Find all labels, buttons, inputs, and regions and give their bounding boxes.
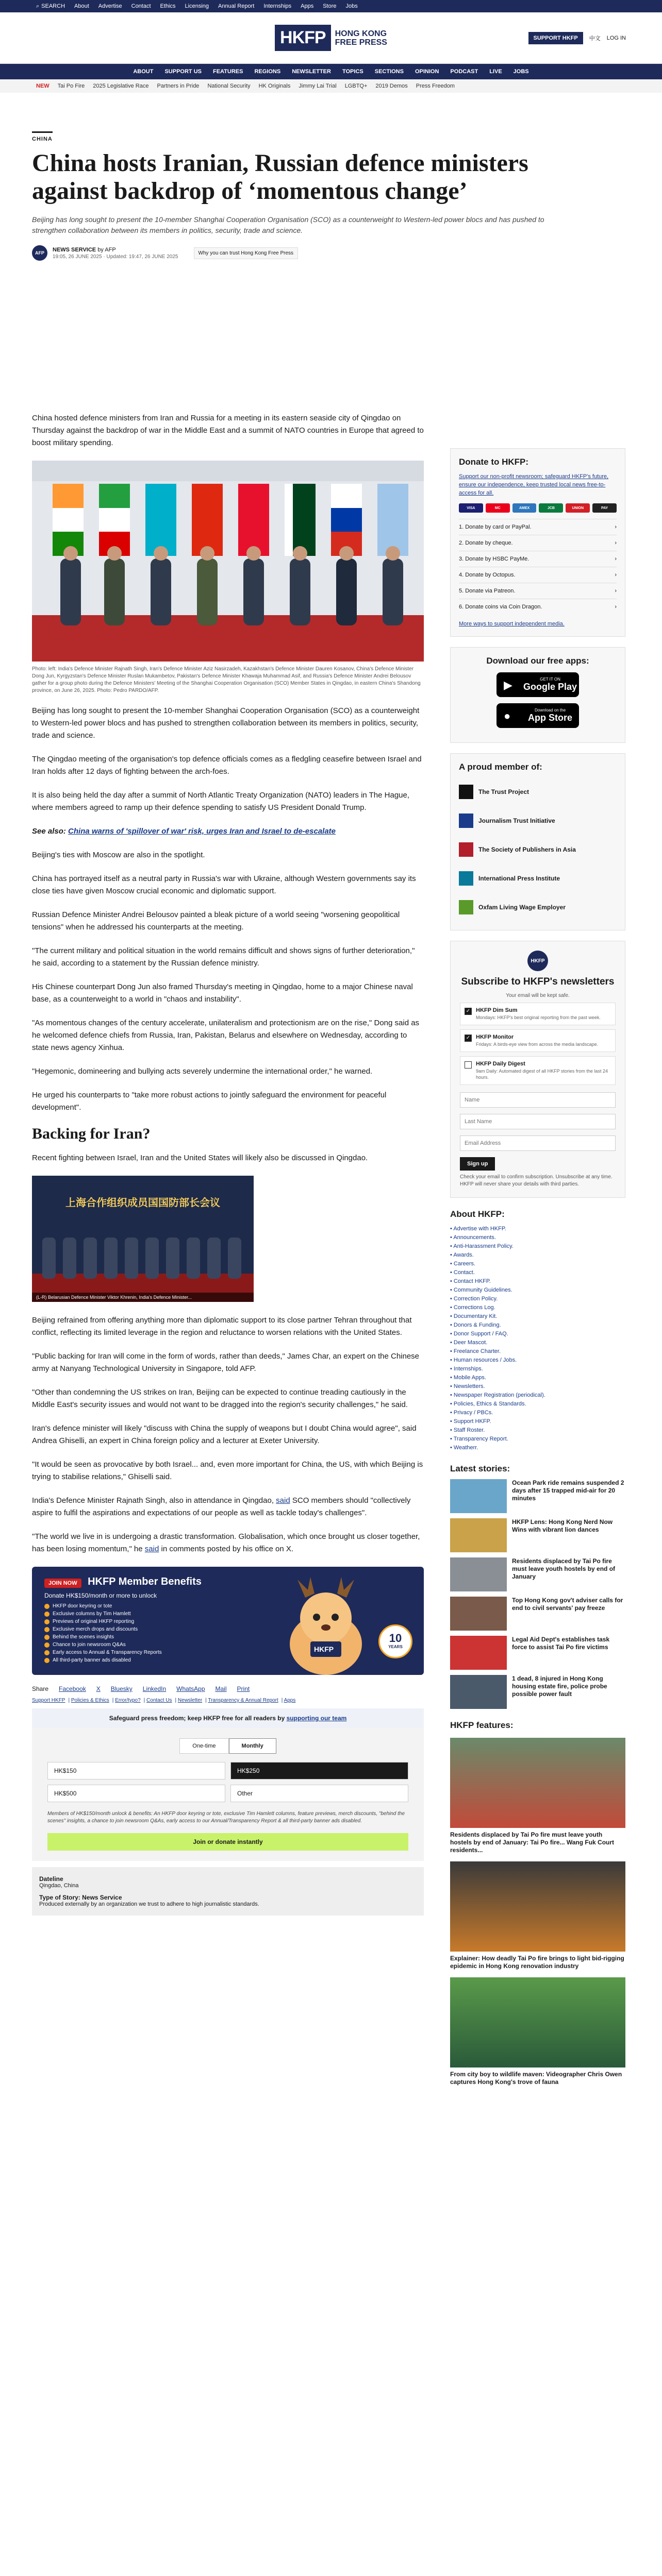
donate-option[interactable]: 4. Donate by Octopus. ›: [459, 567, 617, 583]
about-link[interactable]: • Newspaper Registration (periodical).: [450, 1391, 625, 1400]
story-thumbnail: [450, 1518, 507, 1552]
hkfp-badge-icon: HKFP: [527, 951, 548, 971]
amex-icon: AMEX: [512, 503, 537, 513]
photo-caption: Photo: left: India's Defence Minister Rajnath Singh, Iran's Defence Minister Aziz Nasirzadeh, Kazakhstan's Defence Minister Dauren Kosanov, China's Defence Minister Dong Jun, Kyrgyzstan's Defence Minister Ruslan Mukambetov, Pakistan's Defence Minister Khawaja Muhammad Asif, and Russia's Defence Minister Andrei Belousov gather for a group photo during the Defence Ministers' Meeting of the Shanghai Cooperation Organisation (SCO) Member States in Qingdao, in eastern China's Shandong province, on June 26, 2025. Photo: Pedro PARDO/AFP.: [32, 666, 421, 693]
amount-option[interactable]: HK$150: [47, 1762, 225, 1780]
paragraph: Recent fighting between Israel, Iran and the United States will likely also be discussed in Qingdao.: [32, 1154, 368, 1162]
check-icon: [44, 1650, 49, 1655]
freq-monthly[interactable]: Monthly: [229, 1738, 276, 1754]
last-name-field[interactable]: [460, 1114, 616, 1129]
paragraph: "Public backing for Iran will come in the form of words, rather than deeds," James Char, an expert on the Chinese army at Nanyang Technological University in Singapore, told AFP.: [32, 1352, 420, 1373]
about-link[interactable]: • Documentary Kit.: [450, 1312, 625, 1321]
about-list: [450, 1225, 625, 1452]
util-internships[interactable]: Internships: [263, 3, 292, 9]
share-facebook[interactable]: Facebook: [59, 1685, 86, 1692]
nav-sections[interactable]: SECTIONS: [374, 69, 404, 75]
donate-text[interactable]: Support our non-profit newsroom; safeguard HKFP's future, ensure our independence, keep trusted local news free-to-access for all.: [459, 473, 609, 496]
amount-option[interactable]: HK$250: [230, 1762, 408, 1780]
story-thumbnail: [450, 1675, 507, 1709]
jti-icon: [459, 814, 473, 828]
deer-mascot-icon: [274, 1577, 377, 1675]
paragraph: China hosted defence ministers from Iran and Russia for a meeting in its eastern seaside city of Qingdao on Thursday against the backdrop of war in the Middle East and a summit of NATO countries in Europe that agreed to boost military spending.: [32, 414, 424, 447]
publish-dates: 19:05, 26 JUNE 2025 · Updated: 19:47, 26 JUNE 2025: [53, 253, 178, 260]
paragraph: The Qingdao meeting of the organisation's top defence officials comes as a fledgling ceasefire between Israel and Iran holds after 12 days of fighting between the arch-foes.: [32, 755, 422, 776]
util-advertise[interactable]: Advertise: [98, 3, 122, 9]
logo-line2: FREE PRESS: [335, 38, 387, 47]
nav-jobs[interactable]: JOBS: [513, 69, 529, 75]
sign-up-button[interactable]: Sign up: [460, 1157, 495, 1171]
about-link[interactable]: • Deer Mascot.: [450, 1338, 625, 1347]
trending-item[interactable]: LGBTQ+: [344, 83, 368, 89]
about-link[interactable]: • Contact.: [450, 1268, 625, 1277]
newsletter-option[interactable]: HKFP Daily Digest 9am Daily: Automated digest of all HKFP stories from the last 24 hours.: [460, 1056, 616, 1085]
about-link[interactable]: • Careers.: [450, 1260, 625, 1268]
proud-title: A proud member of:: [459, 762, 542, 772]
check-icon: [44, 1604, 49, 1609]
paragraph: His Chinese counterpart Dong Jun also framed Thursday's meeting in Qingdao, home to a major Chinese naval base, as a counterweight to a world in "chaos and instability".: [32, 982, 413, 1004]
dateline-box: [32, 1867, 424, 1916]
list-item: HKFP door keyring or tote: [44, 1603, 251, 1609]
see-also-link[interactable]: China warns of 'spillover of war' risk, urges Iran and Israel to de-escalate: [68, 827, 336, 836]
util-store[interactable]: Store: [323, 3, 337, 9]
visa-icon: VISA: [459, 503, 483, 513]
article-footer-links: Support HKFP | Policies & Ethics | Error/typo? | Contact Us | Newsletter | Transparency & Annual Report | Apps: [32, 1698, 296, 1703]
trending-item[interactable]: Jimmy Lai Trial: [299, 83, 337, 89]
article-header: [32, 131, 630, 261]
feature-image: [450, 1738, 625, 1828]
amount-option[interactable]: Other: [230, 1785, 408, 1802]
inline-photo: [32, 1176, 254, 1302]
about-link[interactable]: • Corrections Log.: [450, 1303, 625, 1312]
footer-link[interactable]: Transparency & Annual Report: [208, 1698, 278, 1703]
member-org[interactable]: Oxfam Living Wage Employer: [459, 893, 617, 922]
about-section: [450, 1209, 625, 1452]
site-logo[interactable]: HKFP HONG KONG FREE PRESS: [275, 25, 387, 51]
checkbox-checked[interactable]: ✓: [465, 1035, 472, 1042]
feature-image: [450, 1977, 625, 2067]
check-icon: [44, 1612, 49, 1617]
photo-banner-text: 上海合作组织成员国国防部长会议: [65, 1196, 220, 1209]
paragraph: China has portrayed itself as a neutral party in Russia's war with Ukraine, although Western governments say its close ties have given Moscow crucial economic and diplomatic support.: [32, 874, 416, 895]
dateline-label: Dateline: [39, 1875, 63, 1883]
payment-icons: [459, 503, 617, 513]
share-linkedin[interactable]: LinkedIn: [142, 1685, 167, 1692]
list-item: Behind the scenes insights: [44, 1634, 251, 1640]
language-link[interactable]: 中文: [589, 36, 601, 42]
footer-link[interactable]: Support HKFP: [32, 1698, 65, 1703]
about-link[interactable]: • Donor Support / FAQ.: [450, 1330, 625, 1338]
first-name-field[interactable]: [460, 1092, 616, 1108]
logo-line1: HONG KONG: [335, 29, 387, 38]
subscribe-note: Check your email to confirm subscription. Unsubscribe at any time. HKFP will never share your details with third parties.: [460, 1174, 613, 1187]
nav-live[interactable]: LIVE: [489, 69, 502, 75]
story-type-value: Produced externally by an organization we trust to adhere to high journalistic standards.: [39, 1901, 259, 1907]
trending-item[interactable]: HK Originals: [258, 83, 291, 89]
amount-option[interactable]: HK$500: [47, 1785, 225, 1802]
join-now-badge[interactable]: JOIN NOW: [44, 1579, 81, 1588]
lead-photo-illustration: [32, 461, 424, 662]
newsletter-option[interactable]: ✓ HKFP Monitor Fridays: A birds-eye view from across the media landscape.: [460, 1029, 616, 1052]
masthead-actions: [528, 32, 626, 44]
story-thumbnail: [450, 1597, 507, 1631]
checkbox-checked[interactable]: ✓: [465, 1008, 472, 1015]
share-bar: [32, 1685, 424, 1692]
email-field[interactable]: [460, 1136, 616, 1151]
chevron-right-icon: ›: [615, 524, 617, 530]
about-link[interactable]: • Contact HKFP.: [450, 1277, 625, 1286]
support-hkfp-button[interactable]: SUPPORT HKFP: [528, 32, 583, 44]
lead-photo: [32, 461, 424, 662]
list-item[interactable]: Legal Aid Dept's establishes task force to assist Tai Po fire victims: [450, 1636, 625, 1670]
freq-one-time[interactable]: One-time: [179, 1738, 228, 1754]
newsletter-option[interactable]: ✓ HKFP Dim Sum Mondays: HKFP's best original reporting from the past week.: [460, 1003, 616, 1025]
list-item: All third-party banner ads disabled: [44, 1657, 251, 1663]
share-x[interactable]: X: [96, 1685, 101, 1692]
list-item[interactable]: Top Hong Kong gov't adviser calls for end to civil servants' pay freeze: [450, 1597, 625, 1631]
util-apps[interactable]: Apps: [301, 3, 314, 9]
nav-opinion[interactable]: OPINION: [415, 69, 439, 75]
list-item: Early access to Annual & Transparency Reports: [44, 1650, 251, 1655]
util-about[interactable]: About: [74, 3, 89, 9]
search-button[interactable]: ⌕ SEARCH: [36, 3, 65, 9]
about-link[interactable]: • Policies, Ethics & Standards.: [450, 1400, 625, 1409]
member-org[interactable]: International Press Institute: [459, 864, 617, 893]
newsletter-signup: [450, 941, 625, 1198]
donate-option[interactable]: 6. Donate coins via Coin Dragon. ›: [459, 599, 617, 615]
article-body: [32, 412, 424, 1916]
sidebar: [450, 448, 625, 2093]
about-link[interactable]: • Community Guidelines.: [450, 1286, 625, 1295]
nav-regions[interactable]: REGIONS: [254, 69, 281, 75]
member-org[interactable]: The Trust Project: [459, 777, 617, 806]
chevron-right-icon: ›: [615, 604, 617, 610]
paragraph: India's Defence Minister Rajnath Singh, also in attendance in Qingdao, said SCO members should "collectively aspire to fulfil the aspirations and expectations of our people as well as tackle today's challenges".: [32, 1496, 411, 1517]
paragraph: Beijing's ties with Moscow are also in the spotlight.: [32, 851, 205, 859]
masthead: [0, 12, 662, 64]
join-donate-button[interactable]: Join or donate instantly: [47, 1833, 408, 1851]
about-link[interactable]: • Support HKFP.: [450, 1417, 625, 1426]
trending-item[interactable]: Partners in Pride: [157, 83, 200, 89]
footer-link[interactable]: Policies & Ethics: [71, 1698, 109, 1703]
check-icon: [44, 1658, 49, 1663]
list-item: Exclusive merch drops and discounts: [44, 1626, 251, 1632]
footer-link[interactable]: Error/typo?: [115, 1698, 141, 1703]
member-org[interactable]: Journalism Trust Initiative: [459, 806, 617, 835]
member-benefits-banner[interactable]: [32, 1567, 424, 1675]
check-icon: [44, 1619, 49, 1624]
article-category[interactable]: CHINA: [32, 131, 53, 142]
list-item: Previews of original HKFP reporting: [44, 1619, 251, 1624]
story-thumbnail: [450, 1636, 507, 1670]
list-item: Exclusive columns by Tim Hamlett: [44, 1611, 251, 1617]
donate-card: [450, 448, 625, 637]
about-link[interactable]: • Weatherr.: [450, 1444, 625, 1452]
check-icon: [44, 1642, 49, 1648]
trust-project-icon: [459, 785, 473, 799]
trending-item[interactable]: Press Freedom: [416, 83, 455, 89]
new-label: NEW: [36, 83, 49, 89]
about-link[interactable]: • Transparency Report.: [450, 1435, 625, 1444]
standfirst: Beijing has long sought to present the 10-member Shanghai Cooperation Organisation (SCO) as a counterweight to Western-led power blocs and has pushed to strengthen collaboration between its members in politics, security, trade and science.: [32, 215, 544, 234]
member-price: Donate HK$150/month or more to unlock: [44, 1592, 157, 1599]
util-jobs[interactable]: Jobs: [345, 3, 358, 9]
jcb-icon: JCB: [539, 503, 563, 513]
paragraph: "The current military and political situation in the world remains difficult and shows signs of further deterioration," he said, according to a statement by the Russian defence ministry.: [32, 946, 415, 968]
support-team-link[interactable]: supporting our team: [286, 1715, 347, 1722]
chevron-right-icon: ›: [615, 556, 617, 562]
share-mail[interactable]: Mail: [215, 1685, 227, 1692]
donate-option[interactable]: 5. Donate via Patreon. ›: [459, 583, 617, 599]
util-annual-report[interactable]: Annual Report: [218, 3, 255, 9]
author-avatar: AFP: [32, 245, 47, 261]
feature-item[interactable]: From city boy to wildlife maven: Videographer Chris Owen captures Hong Kong's trove of fauna: [450, 1977, 625, 2086]
donate-widget: [32, 1728, 424, 1861]
subscribe-title: Subscribe to HKFP's newsletters: [461, 976, 615, 987]
applepay-icon: PAY: [592, 503, 617, 513]
subscribe-text: Your email will be kept safe.: [506, 993, 570, 998]
donate-title: Donate to HKFP:: [459, 457, 529, 467]
feature-item[interactable]: Residents displaced by Tai Po fire must leave youth hostels by end of January: Tai Po fire... Wang Fuk Court residents...: [450, 1738, 625, 1854]
see-also: See also: China warns of 'spillover of war' risk, urges Iran and Israel to de-escalate: [32, 827, 336, 836]
member-benefits-title: HKFP Member Benefits: [88, 1576, 202, 1587]
features-section: [450, 1720, 625, 2086]
about-link[interactable]: • Privacy / PBCs.: [450, 1409, 625, 1417]
paragraph: "As momentous changes of the century accelerate, unilateralism and protectionism are on the rise," Dong said as he welcomed defence chiefs from Russia, Iran, Pakistan, Belarus and elsewhere on Wednesday, according to state news agency Xinhua.: [32, 1019, 420, 1052]
login-link[interactable]: LOG IN: [606, 35, 626, 41]
feature-item[interactable]: Explainer: How deadly Tai Po fire brings to light bid-rigging epidemic in Hong Kong renovation industry: [450, 1861, 625, 1970]
search-icon: ⌕: [36, 3, 40, 9]
list-item[interactable]: HKFP Lens: Hong Kong Nerd Now Wins with vibrant lion dances: [450, 1518, 625, 1552]
nav-podcast[interactable]: PODCAST: [450, 69, 478, 75]
donate-option[interactable]: 3. Donate by HSBC PayMe. ›: [459, 551, 617, 567]
footer-link[interactable]: Apps: [284, 1698, 296, 1703]
trending-item[interactable]: Tai Po Fire: [57, 83, 85, 89]
paragraph: "Hegemonic, domineering and bullying acts severely undermine the international order," he warned.: [32, 1067, 373, 1076]
apple-icon: ●: [504, 709, 511, 722]
dateline-value: Qingdao, China: [39, 1883, 79, 1889]
apps-title: Download our free apps:: [486, 656, 589, 666]
nav-features[interactable]: FEATURES: [212, 69, 243, 75]
check-icon: [44, 1635, 49, 1640]
share-whatsapp[interactable]: WhatsApp: [176, 1685, 205, 1692]
member-org[interactable]: The Society of Publishers in Asia: [459, 835, 617, 864]
latest-stories: [450, 1464, 625, 1709]
util-licensing[interactable]: Licensing: [185, 3, 209, 9]
share-label: Share: [32, 1685, 49, 1692]
util-contact[interactable]: Contact: [131, 3, 151, 9]
main-nav: [0, 64, 662, 79]
chevron-right-icon: ›: [615, 588, 617, 594]
said-link[interactable]: said: [276, 1496, 290, 1505]
story-type-label: Type of Story: News Service: [39, 1894, 122, 1901]
chevron-right-icon: ›: [615, 572, 617, 578]
util-ethics[interactable]: Ethics: [160, 3, 176, 9]
paragraph: "Other than condemning the US strikes on Iran, Beijing can be expected to continue treading cautiously in the Middle East's security issues and would not want to be dragged into the region's security challenges," he said.: [32, 1388, 408, 1409]
chevron-right-icon: ›: [615, 540, 617, 546]
about-link[interactable]: • Freelance Charter.: [450, 1347, 625, 1356]
donate-option[interactable]: 2. Donate by cheque. ›: [459, 535, 617, 551]
paragraph: "It would be seen as provocative by both Israel... and, even more important for China, the US, with which Beijing is trying to stabilise relations," Ghiselli said.: [32, 1460, 423, 1481]
about-title: About HKFP:: [450, 1209, 505, 1219]
about-link[interactable]: • Mobile Apps.: [450, 1374, 625, 1382]
inline-photo-caption: (L-R) Belarusian Defence Minister Viktor Khrenin, India's Defence Minister...: [32, 1293, 254, 1302]
paragraph: Iran's defence minister will likely "discuss with China the supply of weapons but I doubt China would agree", said Andrea Ghiselli, an expert in China foreign policy and a lecturer at Exeter University.: [32, 1424, 417, 1445]
share-bluesky[interactable]: Bluesky: [110, 1685, 133, 1692]
paragraph: "The world we live in is undergoing a drastic transformation. Globalisation, which once brought us closer together, has been losing momentum," he said in comments posted by his office on X.: [32, 1532, 420, 1553]
nav-topics[interactable]: TOPICS: [342, 69, 363, 75]
about-link[interactable]: • Announcements.: [450, 1233, 625, 1242]
said-link[interactable]: said: [144, 1545, 159, 1553]
paragraph: Beijing has long sought to present the 10-member Shanghai Cooperation Organisation (SCO) as a counterweight to Western-led power blocs and has pushed to strengthen collaboration between its members in politics, security, trade and science.: [32, 706, 420, 740]
nav-about[interactable]: ABOUT: [133, 69, 154, 75]
byline: [32, 245, 630, 261]
about-link[interactable]: • Awards.: [450, 1251, 625, 1260]
list-item[interactable]: Residents displaced by Tai Po fire must leave youth hostels by end of January: [450, 1557, 625, 1591]
about-link[interactable]: • Anti-Harassment Policy.: [450, 1242, 625, 1251]
story-thumbnail: [450, 1479, 507, 1513]
app-store-badge[interactable]: ● Download on the App Store: [496, 703, 579, 728]
list-item[interactable]: Ocean Park ride remains suspended 2 days after 15 trapped mid-air for 20 minutes: [450, 1479, 625, 1513]
trust-link[interactable]: Why you can trust Hong Kong Free Press: [194, 247, 299, 259]
frequency-toggle: [47, 1738, 408, 1754]
mastercard-icon: MC: [486, 503, 510, 513]
about-link[interactable]: • Staff Roster.: [450, 1426, 625, 1435]
list-item: Chance to join newsroom Q&As: [44, 1642, 251, 1648]
check-icon: [44, 1627, 49, 1632]
section-heading: Backing for Iran?: [32, 1125, 151, 1142]
sopa-icon: [459, 842, 473, 857]
google-play-badge[interactable]: ▶ GET IT ON Google Play: [496, 672, 579, 697]
latest-title: Latest stories:: [450, 1464, 510, 1473]
nav-newsletter[interactable]: NEWSLETTER: [292, 69, 331, 75]
about-link[interactable]: • Newsletters.: [450, 1382, 625, 1391]
checkbox-unchecked[interactable]: [465, 1061, 472, 1069]
amount-options: [47, 1762, 408, 1802]
play-icon: ▶: [504, 679, 512, 691]
proud-member-card: [450, 753, 625, 930]
author-sub: by AFP: [97, 246, 116, 253]
list-item[interactable]: 1 dead, 8 injured in Hong Kong housing estate fire, police probe possible power fault: [450, 1675, 625, 1709]
about-link[interactable]: • Donors & Funding.: [450, 1321, 625, 1330]
trending-item[interactable]: 2019 Demos: [375, 83, 408, 89]
headline: China hosts Iranian, Russian defence ministers against backdrop of ‘momentous change’: [32, 149, 528, 205]
trending-item[interactable]: 2025 Legislative Race: [93, 83, 149, 89]
paragraph: It is also being held the day after a summit of North Atlantic Treaty Organization (NATO) leaders in The Hague, where members agreed to ramp up their defence spending to satisfy US President Donald Trump.: [32, 791, 410, 812]
ipi-icon: [459, 871, 473, 886]
features-title: HKFP features:: [450, 1720, 514, 1730]
safeguard-banner: Safeguard press freedom; keep HKFP free for all readers by supporting our team: [32, 1708, 424, 1728]
share-print[interactable]: Print: [237, 1685, 250, 1692]
anniversary-badge: 10 YEARS: [378, 1624, 412, 1658]
unionpay-icon: UNION: [566, 503, 590, 513]
paragraph: Beijing refrained from offering anything more than diplomatic support to its close partner Tehran throughout that conflict, reflecting its limited leverage in the region and reluctance to worsen relations with the United States.: [32, 1316, 412, 1337]
about-link[interactable]: • Advertise with HKFP.: [450, 1225, 625, 1233]
donate-note: Members of HK$150/month unlock & benefits: An HKFP door keyring or tote, exclusive Tim Hamlett columns, feature previews, merch discounts, "behind the scenes" insights, a chance to join newsroom Q&As, early access to our Annual/Transparency Report & all third-party banner ads disabled.: [47, 1811, 405, 1824]
about-link[interactable]: • Correction Policy.: [450, 1295, 625, 1303]
paragraph: Russian Defence Minister Andrei Belousov painted a bleak picture of a world seeing "worsening geopolitical tensions" when he addressed his counterparts at the meeting.: [32, 910, 400, 931]
story-thumbnail: [450, 1557, 507, 1591]
paragraph: He urged his counterparts to "take more robust actions to jointly safeguard the environment for peaceful development".: [32, 1091, 387, 1112]
about-link[interactable]: • Human resources / Jobs.: [450, 1356, 625, 1365]
nav-support[interactable]: SUPPORT US: [164, 69, 202, 75]
trending-bar: [0, 79, 662, 93]
about-link[interactable]: • Internships.: [450, 1365, 625, 1374]
oxfam-icon: [459, 900, 473, 914]
more-ways-link[interactable]: More ways to support independent media.: [459, 621, 565, 627]
utility-bar: [0, 0, 662, 12]
donate-option[interactable]: 1. Donate by card or PayPal. ›: [459, 519, 617, 535]
mascot-label: HKFP: [314, 1645, 334, 1653]
benefit-list: [44, 1603, 251, 1663]
footer-link[interactable]: Contact Us: [146, 1698, 172, 1703]
author-name[interactable]: NEWS SERVICE: [53, 246, 96, 253]
footer-link[interactable]: Newsletter: [177, 1698, 203, 1703]
trending-item[interactable]: National Security: [207, 83, 251, 89]
apps-card: [450, 647, 625, 743]
feature-image: [450, 1861, 625, 1952]
